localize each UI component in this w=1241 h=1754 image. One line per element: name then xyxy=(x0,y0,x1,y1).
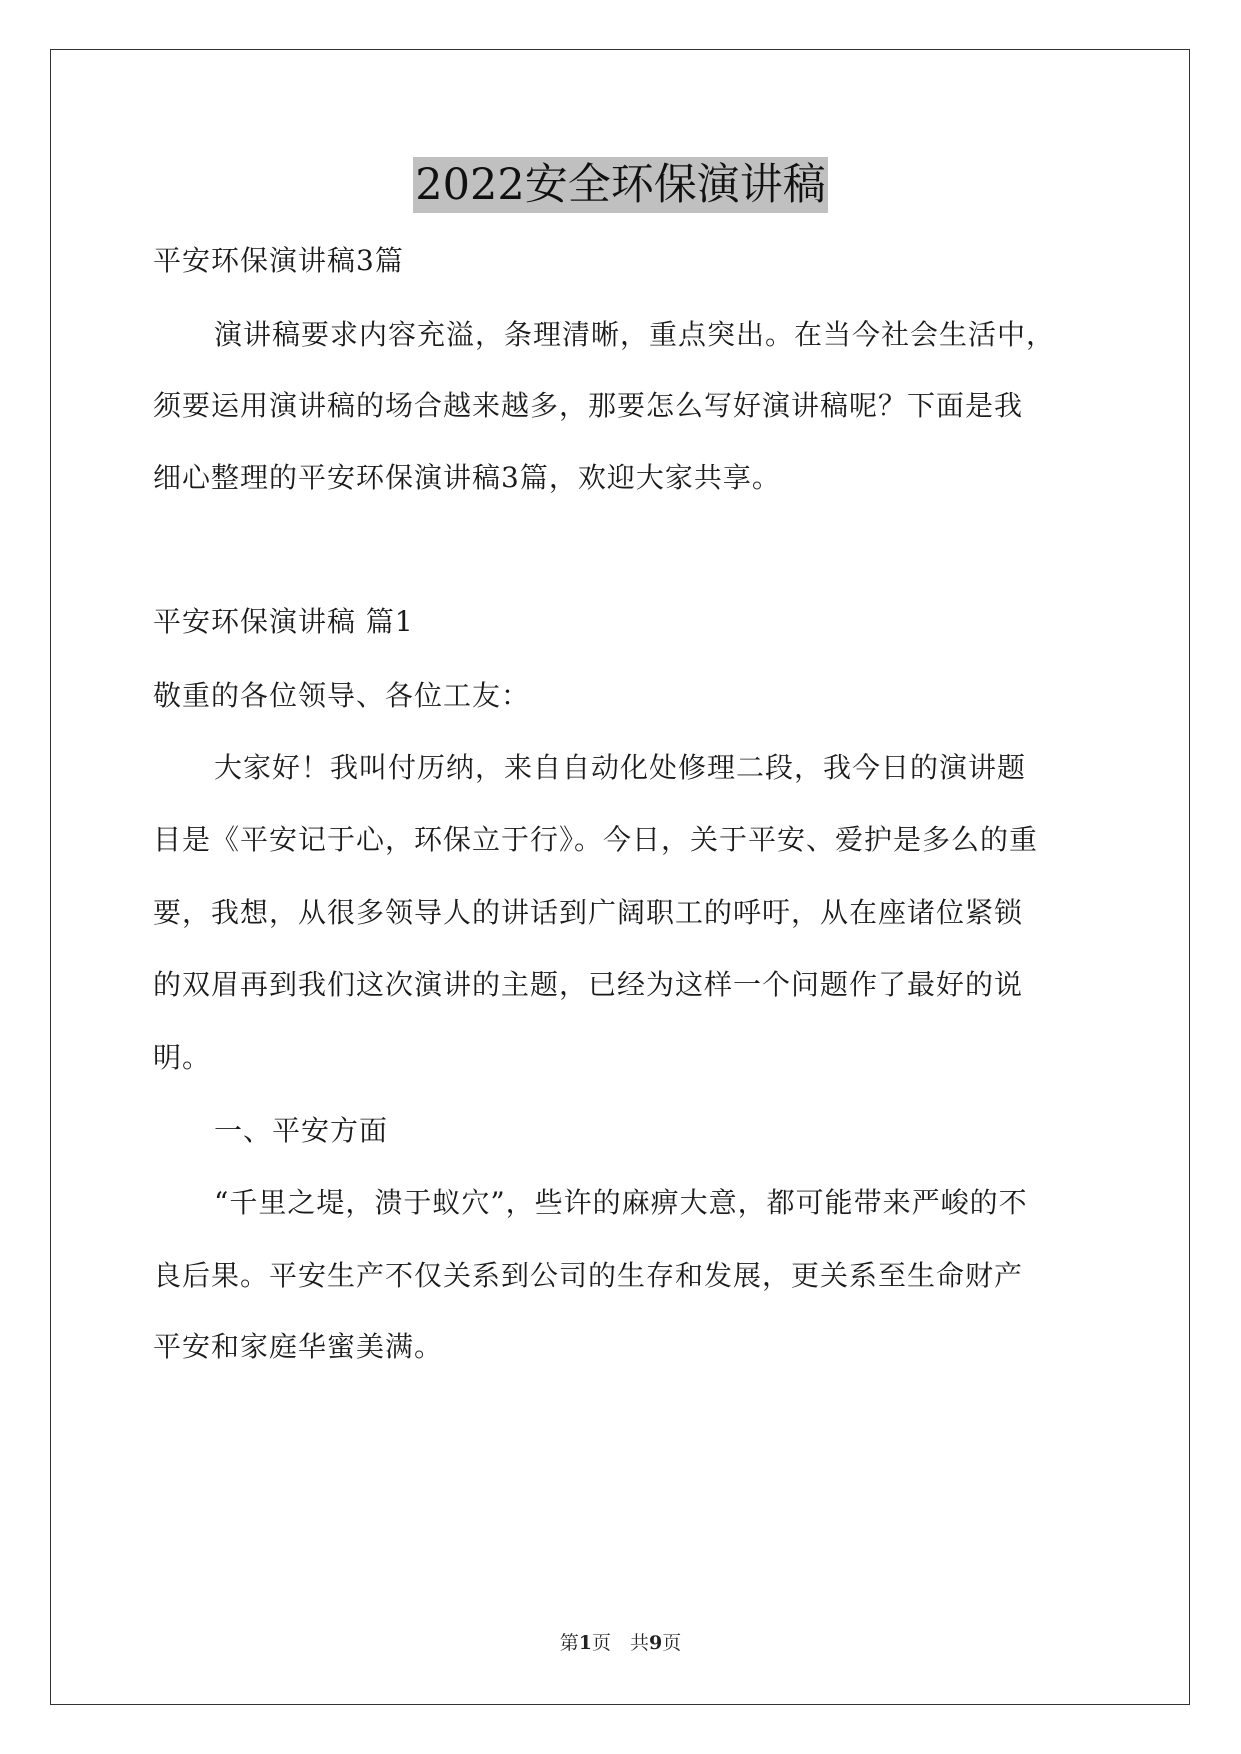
section-heading: 平安环保演讲稿 篇1 xyxy=(153,605,414,638)
footer-page-suffix: 页 xyxy=(662,1632,682,1654)
text-line: 要，我想，从很多领导人的讲话到广阔职工的呼吁，从在座诸位紧锁 xyxy=(153,896,1024,929)
text-line: 目是《平安记于心，环保立于行》。今日，关于平安、爱护是多么的重 xyxy=(153,823,1039,856)
text-line: 大家好！我叫付历纳，来自自动化处修理二段，我今日的演讲题 xyxy=(214,751,1027,784)
salutation: 敬重的各位领导、各位工友： xyxy=(153,679,531,712)
subtitle-line: 平安环保演讲稿3篇 xyxy=(153,244,404,277)
text-line: 良后果。平安生产不仅关系到公司的生存和发展，更关系至生命财产 xyxy=(153,1259,1024,1292)
subsection-heading: 一、平安方面 xyxy=(214,1114,389,1147)
title-container xyxy=(0,157,1241,213)
page-footer xyxy=(0,1630,1241,1656)
text-line: 明。 xyxy=(153,1041,212,1074)
footer-page-current: 1 xyxy=(578,1632,592,1654)
text-line: 平安和家庭华蜜美满。 xyxy=(153,1330,444,1363)
text-line: 的双眉再到我们这次演讲的主题，已经为这样一个问题作了最好的说 xyxy=(153,968,1024,1001)
text-line: 细心整理的平安环保演讲稿3篇，欢迎大家共享。 xyxy=(153,461,781,494)
document-title: 2022安全环保演讲稿 xyxy=(413,157,827,213)
footer-page-total: 9 xyxy=(649,1632,663,1654)
text-line: 演讲稿要求内容充溢，条理清晰，重点突出。在当今社会生活中， xyxy=(214,318,1056,351)
footer-page-prefix: 第 xyxy=(559,1632,579,1654)
text-line: “千里之堤，溃于蚁穴”，些许的麻痹大意，都可能带来严峻的不 xyxy=(214,1186,1028,1219)
text-line: 须要运用演讲稿的场合越来越多，那要怎么写好演讲稿呢？下面是我 xyxy=(153,389,1024,422)
footer-page-mid: 页 共 xyxy=(591,1632,649,1654)
page-border xyxy=(50,49,1190,1705)
